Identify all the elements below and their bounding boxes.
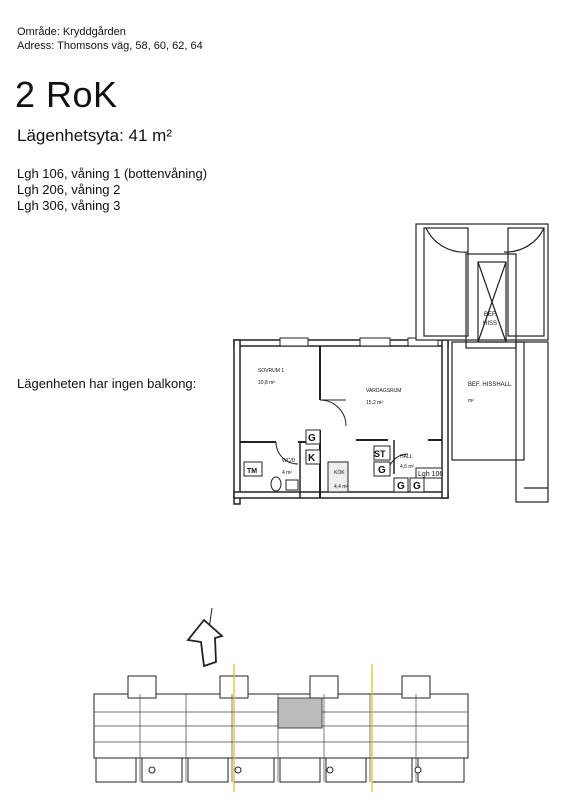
room-label-kitchen: KÖK [334,470,345,476]
room-label-hall: HALL [400,454,413,460]
room-area-living: 15,2 m² [366,400,383,406]
lift-label-2: HISS [483,321,498,327]
fixture-g: G [378,465,386,476]
room-label-living: VARDAGSRUM [366,388,402,394]
living-area-label: Lägenhetsyta: 41 m² [17,126,172,145]
unit-item: Lgh 106, våning 1 (bottenvåning) [17,166,208,181]
unit-block [372,758,412,782]
corridor-outline [516,342,548,502]
fixture-st: ST [374,449,386,459]
lift-label: BEF. [484,312,497,318]
address-label: Adress: Thomsons väg, 58, 60, 62, 64 [17,40,203,52]
door-swing [320,400,346,426]
room-area-kitchen: 4,4 m² [334,484,349,490]
unit-list [17,166,207,214]
room-label-bedroom: SOVRUM 1 [258,368,285,374]
room-area-hall: 4,6 m² [400,464,415,470]
balcony-note: Lägenheten har ingen balkong: [17,376,197,391]
room-area-lift-hall: m² [468,398,474,404]
window [360,338,390,346]
area-label: Område: Kryddgården [17,26,126,38]
site-plan [92,664,474,794]
window [280,338,308,346]
fixture-g: G [413,481,421,492]
room-area-wc: 4 m² [282,470,292,476]
unit-item: Lgh 206, våning 2 [17,182,121,197]
unit-block [418,758,464,782]
highlighted-apartment [278,698,322,728]
room-label-lift-hall: BEF. HISSHALL [468,382,512,388]
lift-hall-outline [452,342,524,460]
apartment-type-title: 2 RoK [15,74,118,115]
stair-tower [128,676,156,698]
fixture-tm: TM [247,468,258,475]
room-label-wc: WC/D [282,458,296,464]
room-area-bedroom: 10,8 m² [258,380,275,386]
unit-block [142,758,182,782]
toilet [271,477,281,491]
unit-block [96,758,136,782]
unit-tag: Lgh 106 [418,471,444,478]
wall [234,340,240,504]
unit-block [188,758,228,782]
north-arrow-icon [182,606,232,670]
unit-block [280,758,320,782]
floor-plan [228,222,550,508]
fixture-g: G [397,481,405,492]
sink [286,480,298,490]
unit-item: Lgh 306, våning 3 [17,198,121,213]
fixture-g: G [308,433,316,444]
fixture-k: K [308,453,316,464]
wall [234,492,448,498]
